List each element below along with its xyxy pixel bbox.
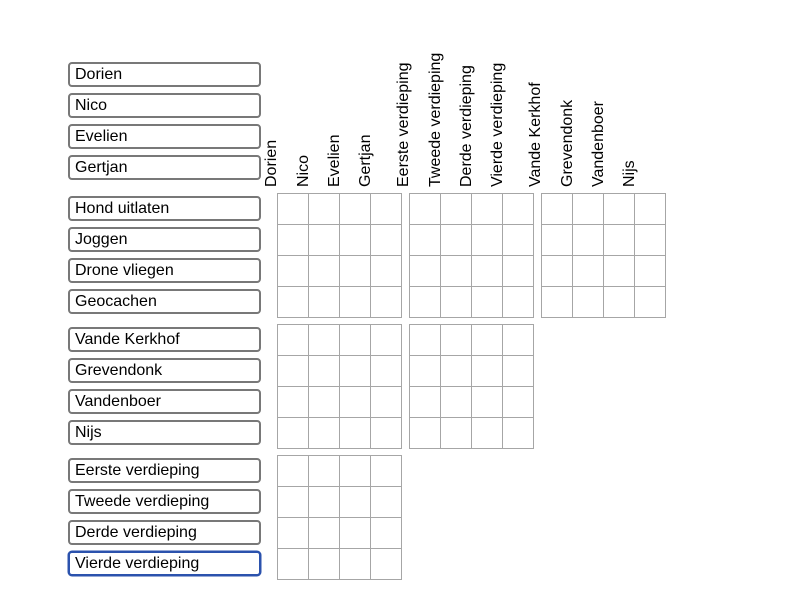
grid-cell[interactable] — [471, 193, 502, 224]
grid-cell[interactable] — [308, 255, 339, 286]
grid-cell[interactable] — [370, 517, 401, 548]
col-header-grevendonk: Grevendonk — [559, 99, 576, 187]
item-field-nijs[interactable] — [68, 420, 261, 445]
grid-cell[interactable] — [277, 255, 308, 286]
grid-cell[interactable] — [277, 355, 308, 386]
grid-cell[interactable] — [409, 224, 440, 255]
grid-cell[interactable] — [370, 455, 401, 486]
item-field-vierde-verdieping-focused[interactable] — [68, 551, 261, 576]
grid-cell[interactable] — [308, 193, 339, 224]
grid-cell[interactable] — [409, 193, 440, 224]
grid-cell[interactable] — [440, 286, 471, 317]
grid-cell[interactable] — [339, 224, 370, 255]
grid-cell[interactable] — [502, 224, 533, 255]
grid-cell[interactable] — [370, 193, 401, 224]
grid-cell[interactable] — [339, 286, 370, 317]
grid-cell[interactable] — [308, 286, 339, 317]
grid-cell[interactable] — [277, 548, 308, 579]
grid-cell[interactable] — [277, 417, 308, 448]
col-header-evelien: Evelien — [326, 134, 343, 187]
grid-cell[interactable] — [409, 255, 440, 286]
grid-cell[interactable] — [502, 324, 533, 355]
grid-cell[interactable] — [277, 224, 308, 255]
item-field-drone-vliegen[interactable] — [68, 258, 261, 283]
grid-cell[interactable] — [409, 324, 440, 355]
grid-cell[interactable] — [471, 324, 502, 355]
grid-cell[interactable] — [471, 286, 502, 317]
col-header-nico: Nico — [295, 154, 312, 187]
grid-cell[interactable] — [370, 286, 401, 317]
grid-cell[interactable] — [308, 355, 339, 386]
col-header-vierde-verdieping: Vierde verdieping — [489, 62, 506, 187]
item-field-geocachen[interactable] — [68, 289, 261, 314]
grid-cell[interactable] — [603, 224, 634, 255]
item-field-grevendonk[interactable] — [68, 358, 261, 383]
grid-cell[interactable] — [471, 417, 502, 448]
col-header-dorien: Dorien — [263, 139, 280, 187]
grid-cell[interactable] — [541, 193, 572, 224]
grid-cell[interactable] — [409, 417, 440, 448]
grid-block-floors-names — [277, 455, 402, 580]
col-header-eerste-verdieping: Eerste verdieping — [395, 62, 412, 187]
grid-cell[interactable] — [370, 224, 401, 255]
grid-cell[interactable] — [339, 548, 370, 579]
grid-cell[interactable] — [339, 455, 370, 486]
grid-cell[interactable] — [370, 255, 401, 286]
col-header-gertjan: Gertjan — [357, 134, 374, 187]
grid-cell[interactable] — [440, 324, 471, 355]
grid-cell[interactable] — [370, 486, 401, 517]
grid-cell[interactable] — [409, 355, 440, 386]
grid-cell[interactable] — [370, 386, 401, 417]
grid-cell[interactable] — [572, 255, 603, 286]
item-field-evelien[interactable] — [68, 124, 261, 149]
grid-cell[interactable] — [603, 255, 634, 286]
grid-cell[interactable] — [277, 386, 308, 417]
grid-cell[interactable] — [308, 548, 339, 579]
item-field-dorien[interactable] — [68, 62, 261, 87]
grid-cell[interactable] — [502, 386, 533, 417]
grid-cell[interactable] — [339, 386, 370, 417]
col-header-vande-kerkhof: Vande Kerkhof — [527, 82, 544, 187]
grid-block-surnames-floors — [409, 324, 534, 449]
grid-cell[interactable] — [440, 255, 471, 286]
grid-cell[interactable] — [308, 324, 339, 355]
grid-cell[interactable] — [339, 193, 370, 224]
grid-cell[interactable] — [572, 193, 603, 224]
grid-cell[interactable] — [339, 355, 370, 386]
grid-cell[interactable] — [409, 286, 440, 317]
grid-cell[interactable] — [308, 386, 339, 417]
grid-cell[interactable] — [572, 286, 603, 317]
grid-block-activities-floors — [409, 193, 534, 318]
grid-cell[interactable] — [339, 486, 370, 517]
col-header-derde-verdieping: Derde verdieping — [458, 65, 475, 187]
grid-cell[interactable] — [440, 355, 471, 386]
grid-cell[interactable] — [502, 417, 533, 448]
grid-cell[interactable] — [502, 286, 533, 317]
grid-cell[interactable] — [308, 224, 339, 255]
grid-cell[interactable] — [308, 417, 339, 448]
grid-cell[interactable] — [541, 286, 572, 317]
grid-cell[interactable] — [339, 324, 370, 355]
grid-cell[interactable] — [471, 255, 502, 286]
col-header-nijs: Nijs — [621, 160, 638, 187]
grid-cell[interactable] — [339, 417, 370, 448]
grid-cell[interactable] — [277, 286, 308, 317]
grid-cell[interactable] — [308, 517, 339, 548]
grid-cell[interactable] — [440, 386, 471, 417]
grid-cell[interactable] — [370, 355, 401, 386]
item-field-derde-verdieping[interactable] — [68, 520, 261, 545]
item-field-tweede-verdieping[interactable] — [68, 489, 261, 514]
col-header-vandenboer: Vandenboer — [590, 101, 607, 187]
grid-cell[interactable] — [471, 224, 502, 255]
item-field-nico[interactable] — [68, 93, 261, 118]
grid-cell[interactable] — [502, 255, 533, 286]
grid-cell[interactable] — [471, 386, 502, 417]
grid-cell[interactable] — [339, 255, 370, 286]
grid-cell[interactable] — [634, 255, 665, 286]
grid-cell[interactable] — [541, 224, 572, 255]
grid-cell[interactable] — [277, 455, 308, 486]
grid-block-activities-names — [277, 193, 402, 318]
grid-cell[interactable] — [277, 324, 308, 355]
grid-cell[interactable] — [603, 193, 634, 224]
grid-cell[interactable] — [502, 193, 533, 224]
grid-cell[interactable] — [471, 355, 502, 386]
grid-cell[interactable] — [308, 486, 339, 517]
item-field-joggen[interactable] — [68, 227, 261, 252]
grid-cell[interactable] — [440, 224, 471, 255]
grid-cell[interactable] — [277, 517, 308, 548]
grid-block-surnames-names — [277, 324, 402, 449]
grid-cell[interactable] — [603, 286, 634, 317]
grid-cell[interactable] — [308, 455, 339, 486]
grid-cell[interactable] — [572, 224, 603, 255]
grid-cell[interactable] — [502, 355, 533, 386]
grid-cell[interactable] — [634, 224, 665, 255]
grid-cell[interactable] — [277, 193, 308, 224]
grid-cell[interactable] — [440, 193, 471, 224]
grid-cell[interactable] — [634, 193, 665, 224]
item-field-eerste-verdieping[interactable] — [68, 458, 261, 483]
item-field-gertjan[interactable] — [68, 155, 261, 180]
grid-cell[interactable] — [634, 286, 665, 317]
grid-cell[interactable] — [409, 386, 440, 417]
col-header-tweede-verdieping: Tweede verdieping — [427, 52, 444, 187]
grid-cell[interactable] — [370, 548, 401, 579]
grid-cell[interactable] — [440, 417, 471, 448]
grid-cell[interactable] — [339, 517, 370, 548]
item-field-vandenboer[interactable] — [68, 389, 261, 414]
grid-cell[interactable] — [541, 255, 572, 286]
item-field-hond-uitlaten[interactable] — [68, 196, 261, 221]
grid-cell[interactable] — [370, 417, 401, 448]
grid-block-activities-surnames — [541, 193, 666, 318]
item-field-vande-kerkhof[interactable] — [68, 327, 261, 352]
grid-cell[interactable] — [277, 486, 308, 517]
grid-cell[interactable] — [370, 324, 401, 355]
